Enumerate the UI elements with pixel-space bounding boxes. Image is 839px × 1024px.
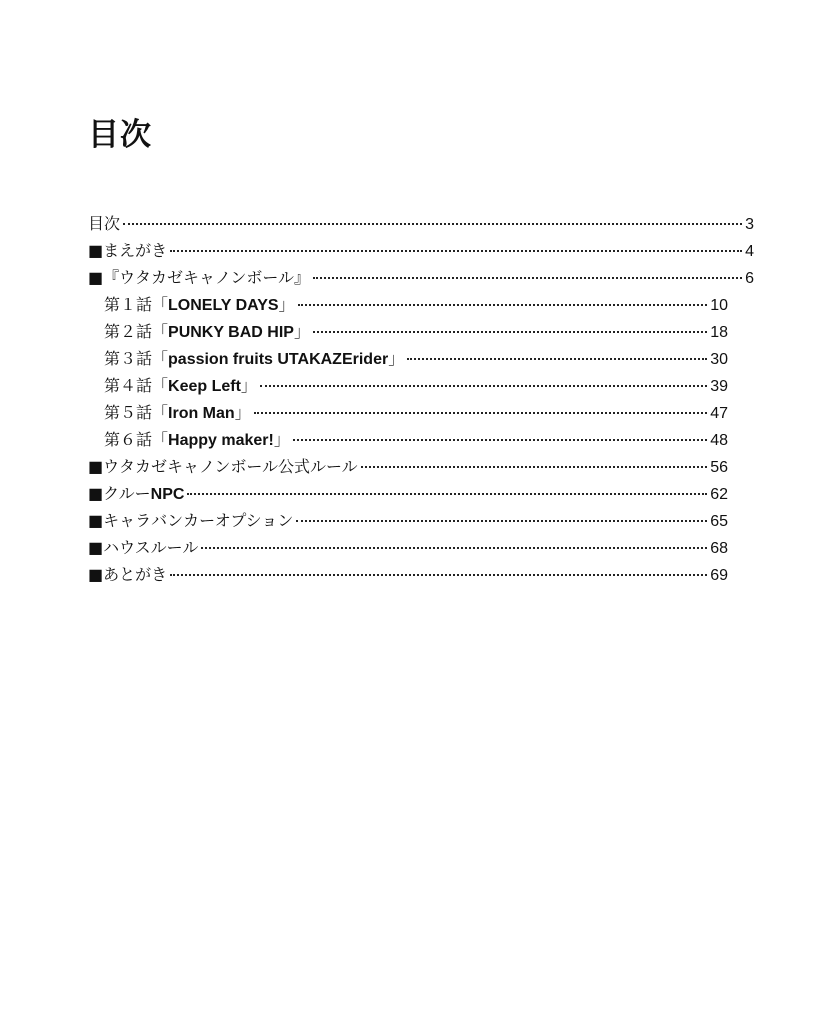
toc-page-number: 18 [710, 324, 728, 341]
dot-leader [260, 385, 707, 387]
toc-page-number: 39 [710, 378, 728, 395]
toc-entry-episode-6[interactable] [88, 426, 754, 453]
toc-page-number: 6 [745, 270, 754, 287]
toc-page-number: 30 [710, 351, 728, 368]
dot-leader [187, 493, 707, 495]
dot-leader [254, 412, 708, 414]
dot-leader [298, 304, 708, 306]
toc-entry-title: 第６話「Happy maker!」 [104, 430, 290, 449]
toc-page-number: 56 [710, 459, 728, 476]
toc-entry-episode-2[interactable] [88, 318, 754, 345]
toc-entry-episode-3[interactable] [88, 345, 754, 372]
table-of-contents [88, 210, 754, 588]
toc-entry-episode-5[interactable] [88, 399, 754, 426]
dot-leader [313, 277, 742, 279]
toc-page-number: 62 [710, 486, 728, 503]
toc-page-number: 3 [745, 216, 754, 233]
toc-entry-title: 第１話「LONELY DAYS」 [104, 295, 295, 314]
toc-entry-title: ■ハウスルール [88, 538, 199, 557]
toc-page-number: 47 [710, 405, 728, 422]
toc-page-number: 68 [710, 540, 728, 557]
toc-entry-crew-npc[interactable] [88, 480, 754, 507]
toc-entry-maegaki[interactable] [88, 237, 754, 264]
toc-entry-title: ■『ウタカゼキャノンボール』 [88, 268, 310, 287]
dot-leader [296, 520, 707, 522]
toc-entry-title: ■まえがき [88, 241, 168, 260]
toc-page-number: 65 [710, 513, 728, 530]
dot-leader [170, 574, 707, 576]
toc-entry-title: ■ウタカゼキャノンボール公式ルール [88, 457, 358, 476]
toc-entry-utakaze-cannonball[interactable] [88, 264, 754, 291]
toc-entry-title: 第４話「Keep Left」 [104, 376, 257, 395]
dot-leader [123, 223, 742, 225]
toc-entry-episode-4[interactable] [88, 372, 754, 399]
toc-entry-episode-1[interactable] [88, 291, 754, 318]
dot-leader [313, 331, 707, 333]
toc-entry-title: ■クルーNPC [88, 484, 185, 503]
toc-entry-title: 第３話「passion fruits UTAKAZErider」 [104, 349, 405, 368]
toc-entry-caravan-car-options[interactable] [88, 507, 754, 534]
toc-entry-mokuji[interactable] [88, 210, 754, 237]
toc-entry-title: 目次 [88, 214, 121, 233]
toc-page-number: 10 [710, 297, 728, 314]
toc-entry-title: 第２話「PUNKY BAD HIP」 [104, 322, 310, 341]
toc-entry-official-rules[interactable] [88, 453, 754, 480]
dot-leader [170, 250, 742, 252]
toc-page-number: 4 [745, 243, 754, 260]
toc-entry-atogaki[interactable] [88, 561, 754, 588]
dot-leader [361, 466, 708, 468]
toc-page-number: 69 [710, 567, 728, 584]
toc-page-number: 48 [710, 432, 728, 449]
toc-entry-title: ■あとがき [88, 565, 168, 584]
dot-leader [201, 547, 707, 549]
dot-leader [407, 358, 707, 360]
dot-leader [293, 439, 707, 441]
toc-entry-house-rules[interactable] [88, 534, 754, 561]
toc-entry-title: 第５話「Iron Man」 [104, 403, 251, 422]
page-title: 目次 [88, 116, 152, 153]
toc-entry-title: ■キャラバンカーオプション [88, 511, 294, 530]
